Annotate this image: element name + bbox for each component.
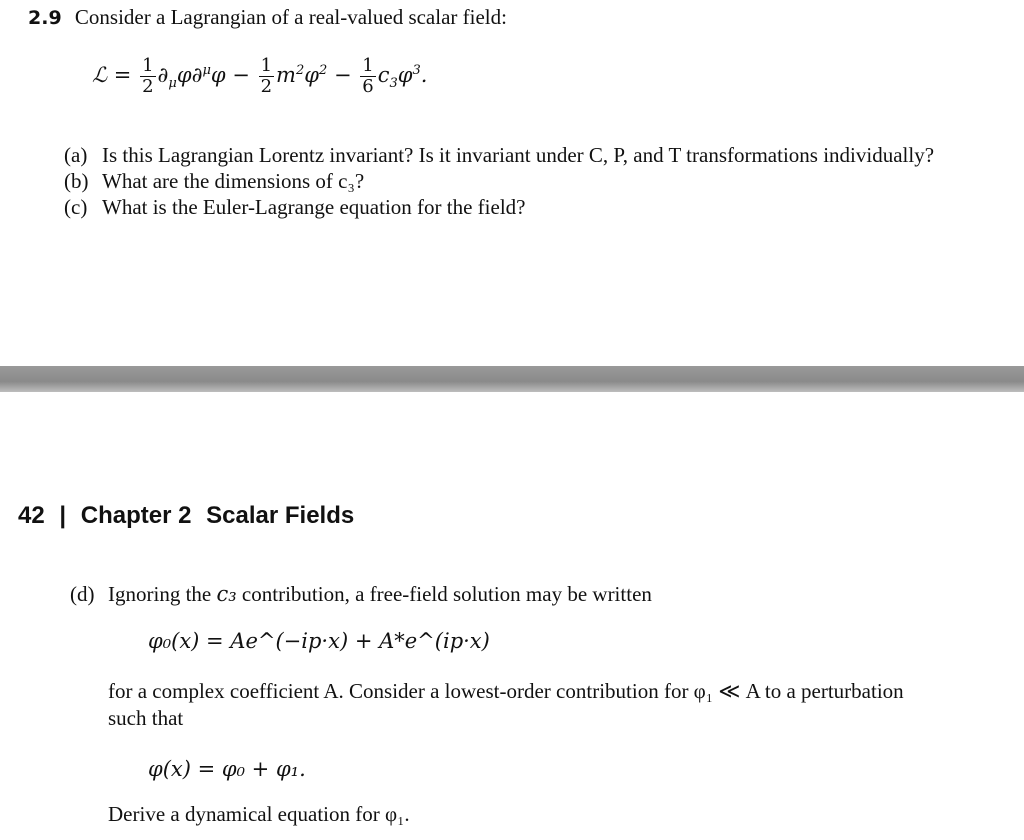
part-d-label: (d) (70, 582, 95, 606)
lagrangian-equation: ℒ = $\frac{1}{2}$ $\partial_\mu\varphi\partial^\mu\varphi$ − $\frac{1}{2}$ $m^2\varphi^2$ − $\frac{1}{6}$ $c_3\varphi^3$. (92, 55, 428, 97)
paragraph-line-1: for a complex coefficient A. Consider a lowest-order contribution for φ₁ ≪ A to a perturbation (108, 679, 904, 703)
problem-heading (28, 4, 507, 31)
part-b-label: (b) (64, 169, 89, 193)
part-c (64, 194, 525, 220)
paragraph-line-2: such that (108, 706, 184, 730)
part-c-label: (c) (64, 195, 88, 219)
part-b-text: What are the dimensions of c₃? (102, 169, 365, 193)
lagrangian-lhs: ℒ = (92, 63, 132, 87)
part-d-text-pre: Ignoring the (108, 582, 212, 606)
running-header (18, 502, 354, 530)
part-b (64, 168, 364, 194)
header-separator: | (59, 502, 67, 529)
fraction-half-2: $\frac{1}{2}$ (260, 55, 273, 97)
page-divider (0, 366, 1024, 392)
chapter-label: Chapter 2 (80, 502, 192, 529)
perturbation-equation: φ(x) = φ₀ + φ₁. (148, 757, 306, 781)
part-d-var: c₃ (216, 582, 237, 606)
fraction-half-1: $\frac{1}{2}$ (142, 55, 154, 97)
problem-number: 2.9 (28, 7, 62, 29)
part-a (64, 142, 934, 168)
part-d (70, 581, 652, 607)
page-number: 42 (18, 502, 45, 529)
minus-1: − (232, 63, 250, 87)
chapter-title: Scalar Fields (206, 502, 355, 529)
problem-intro: Consider a Lagrangian of a real-valued scalar field: (74, 5, 507, 29)
part-a-text: Is this Lagrangian Lorentz invariant? Is it invariant under C, P, and T transformations individually? (102, 143, 935, 167)
part-a-label: (a) (64, 143, 88, 167)
part-d-text-post: contribution, a free-field solution may be written (241, 582, 652, 606)
minus-2: − (333, 63, 352, 87)
fraction-sixth: $\frac{1}{6}$ (362, 55, 374, 97)
part-c-text: What is the Euler-Lagrange equation for the field? (102, 195, 526, 219)
final-instruction: Derive a dynamical equation for φ₁. (108, 802, 410, 826)
free-field-equation: φ₀(x) = Ae^(−ip·x) + A*e^(ip·x) (148, 629, 490, 653)
